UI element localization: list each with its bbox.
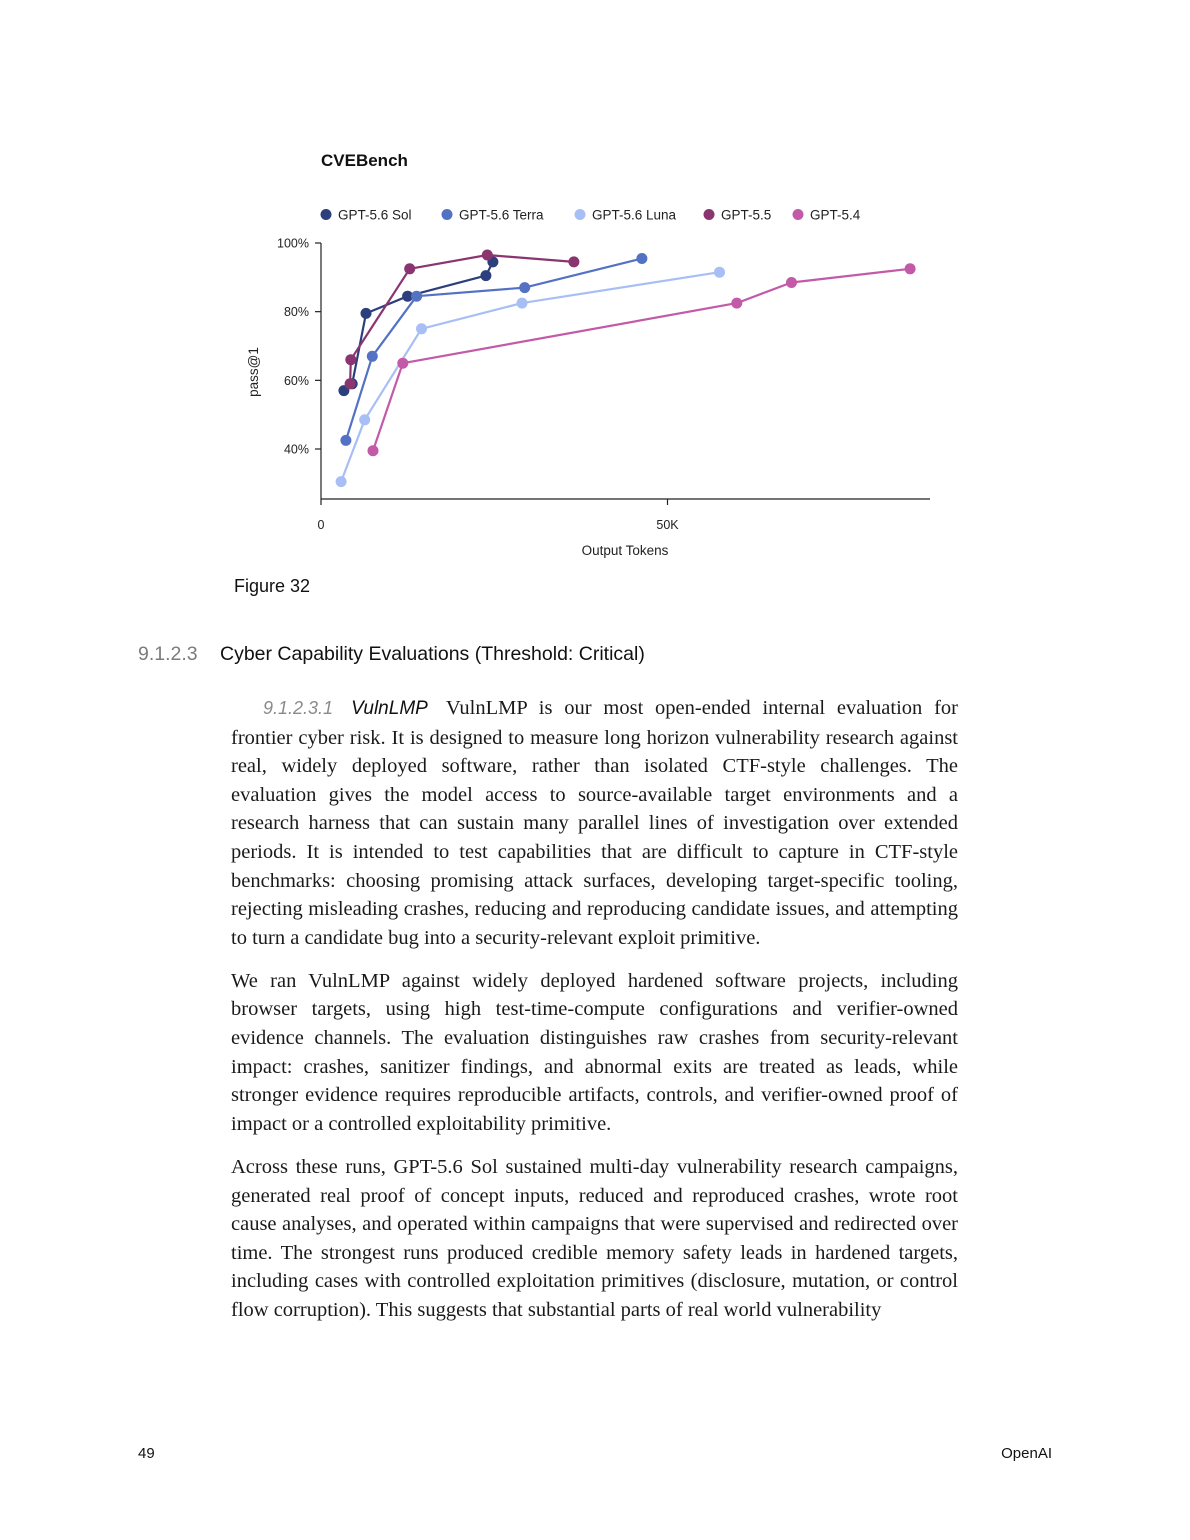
chart-title: CVEBench — [321, 151, 408, 170]
subsection-title: VulnLMP — [351, 698, 428, 719]
series-group — [340, 253, 647, 446]
series-line — [373, 269, 910, 451]
data-point — [519, 282, 530, 293]
chart-axes — [321, 243, 930, 499]
data-point — [345, 354, 356, 365]
y-tick-label: 60% — [283, 373, 309, 388]
data-point — [517, 298, 528, 309]
paragraph: We ran VulnLMP against widely deployed hardened software projects, including browser targets, using high test-time-compute configurations and verifier-owned evidence channels. The evaluation distinguishes raw crashes from security-relevant impact: crashes, sanitizer findings, and abnormal exits are treated as leads, while stronger evidence requires reproducible artifacts, controls, and verifier-owned proof of impact or a controlled exploitability primitive. — [231, 969, 958, 1135]
subsection-number: 9.1.2.3.1 — [263, 698, 334, 718]
series-line — [346, 259, 642, 441]
footer-brand: OpenAI — [1001, 1445, 1052, 1462]
series-group — [368, 263, 916, 456]
body-text — [231, 694, 958, 1339]
data-point — [336, 476, 347, 487]
data-point — [786, 277, 797, 288]
data-point — [397, 358, 408, 369]
data-point — [404, 263, 415, 274]
legend-label: GPT-5.6 Terra — [459, 207, 544, 223]
data-point — [345, 378, 356, 389]
x-tick-label: 50K — [656, 518, 679, 532]
y-tick-label: 80% — [283, 305, 309, 320]
data-point — [482, 250, 493, 261]
section-heading — [138, 643, 645, 666]
data-point — [361, 308, 372, 319]
y-tick-label: 100% — [277, 236, 309, 251]
data-point — [411, 291, 422, 302]
data-point — [568, 256, 579, 267]
legend-marker — [704, 209, 715, 220]
chart-legend — [321, 208, 861, 223]
section-number: 9.1.2.3 — [138, 643, 198, 665]
figure-caption: Figure 32 — [234, 576, 311, 596]
legend-label: GPT-5.6 Sol — [338, 207, 412, 223]
chart-plot-area — [336, 250, 916, 488]
paragraph: Across these runs, GPT-5.6 Sol sustained multi-day vulnerability research campaigns, generated real proof of concept inputs, reduced and reproduced crashes, wrote root cause analyses, and operated within campaigns that were supervised and redirected over time. The strongest runs produced credible memory safety leads in hardened targets, including cases with controlled exploitation primitives (disclosure, mutation, or control flow corruption). This suggests that substantial parts of real world vulnerability — [231, 1155, 958, 1321]
page-number: 49 — [138, 1445, 155, 1462]
paragraph-text: VulnLMP is our most open-ended internal evaluation for frontier cyber risk. It is designed to measure long horizon vulnerability research against real, widely deployed software, rather than isolated CTF-style challenges. The evaluation gives the model access to source-available target environments and a research harness that can sustain many parallel lines of investigation over extended periods. It is intended to test capabilities that are difficult to capture in CTF-style benchmarks: choosing promising attack surfaces, developing target-specific tooling, rejecting misleading crashes, reducing and reproducing candidate issues, and attempting to turn a candidate bug into a security-relevant exploit primitive. — [231, 697, 958, 949]
data-point — [636, 253, 647, 264]
data-point — [714, 267, 725, 278]
data-point — [368, 445, 379, 456]
data-point — [359, 414, 370, 425]
legend-label: GPT-5.6 Luna — [592, 207, 677, 223]
series-group — [336, 267, 725, 487]
legend-label: GPT-5.4 — [810, 207, 861, 223]
data-point — [731, 298, 742, 309]
x-tick-label: 0 — [317, 518, 325, 532]
section-title: Cyber Capability Evaluations (Threshold: Critical) — [220, 643, 645, 665]
y-tick-label: 40% — [283, 442, 309, 457]
data-point — [340, 435, 351, 446]
legend-marker — [575, 209, 586, 220]
paragraph — [231, 694, 958, 952]
legend-label: GPT-5.5 — [721, 207, 772, 223]
chart-ticks — [277, 237, 679, 533]
data-point — [480, 270, 491, 281]
legend-marker — [442, 209, 453, 220]
y-axis-label: pass@1 — [246, 347, 261, 397]
legend-marker — [321, 209, 332, 220]
data-point — [416, 323, 427, 334]
data-point — [367, 351, 378, 362]
data-point — [905, 263, 916, 274]
legend-marker — [793, 209, 804, 220]
cvebench-chart — [0, 0, 1190, 600]
x-axis-label: Output Tokens — [581, 543, 669, 558]
